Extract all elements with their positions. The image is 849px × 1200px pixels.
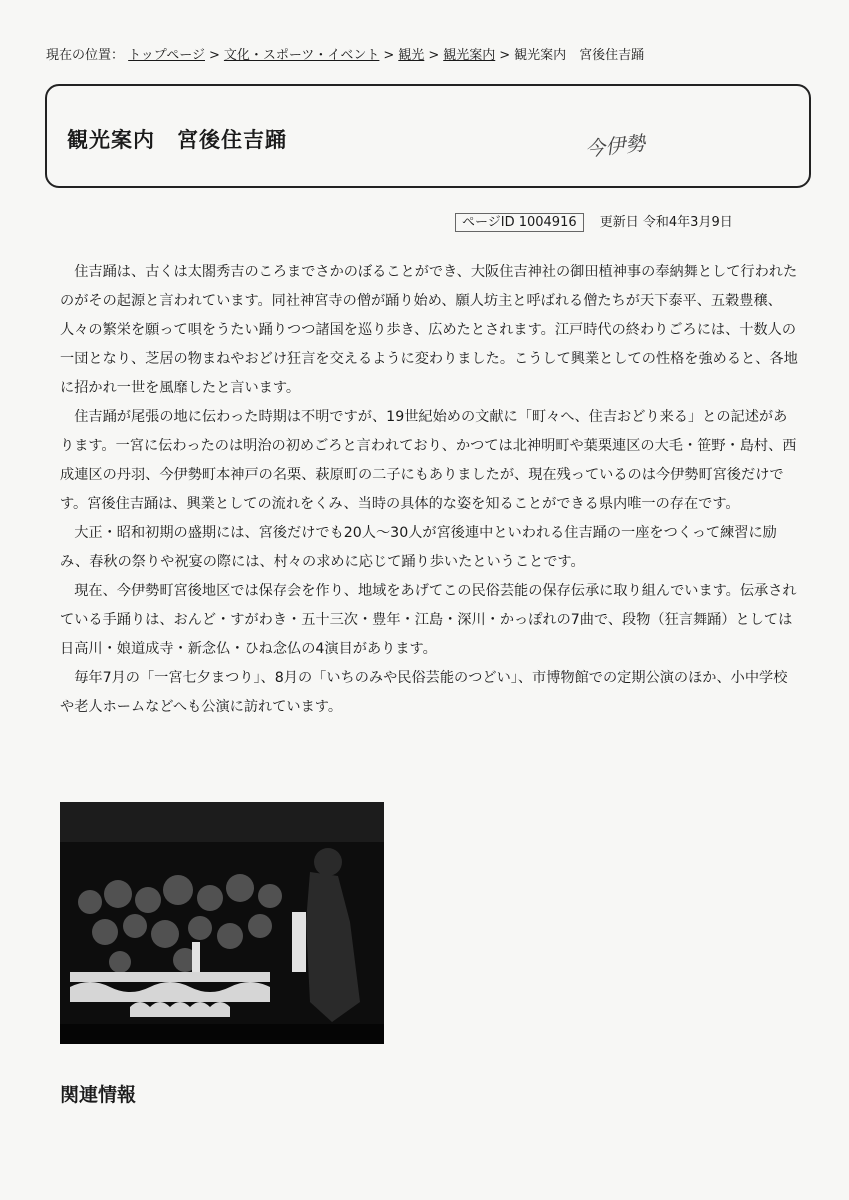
page-id: ページID 1004916 <box>455 213 584 232</box>
breadcrumb-link-culture[interactable]: 文化・スポーツ・イベント <box>223 48 380 63</box>
page-meta <box>455 211 733 230</box>
breadcrumb-link-tourism[interactable]: 観光 <box>398 48 425 63</box>
performance-photo <box>60 802 384 1044</box>
paragraph: 毎年7月の「一宮七夕まつり」、8月の「いちのみや民俗芸能のつどい」、市博物館での定期公演のほか、小中学校や老人ホームなどへも公演に訪れています。 <box>60 670 788 715</box>
paragraph: 住吉踊が尾張の地に伝わった時期は不明ですが、19世紀始めの文献に「町々へ、住吉おどり来る」との記述があります。一宮に伝わったのは明治の初めごろと言われており、かつては北神明町や葉栗連区の大毛・笹野・島村、西成連区の丹羽、今伊勢町本神戸の名栗、萩原町の二子にもありましたが、現在残っているのは今伊勢町宮後だけです。宮後住吉踊は、興業としての流れをくみ、当時の具体的な姿を知ることができる県内唯一の存在です。 <box>60 409 797 512</box>
page-title: 観光案内 宮後住吉踊 <box>67 128 287 152</box>
breadcrumb-link-guide[interactable]: 観光案内 <box>443 48 496 63</box>
breadcrumb-link-top[interactable]: トップページ <box>128 48 205 63</box>
title-box <box>45 84 811 188</box>
breadcrumb-prefix: 現在の位置： <box>46 48 125 63</box>
paragraph: 住吉踊は、古くは太閤秀吉のころまでさかのぼることができ、大阪住吉神社の御田植神事の奉納舞として行われたのがその起源と言われています。同社神宮寺の僧が踊り始め、願人坊主と呼ばれる僧たちが天下泰平、五穀豊穣、人々の繁栄を願って唄をうたい踊りつつ諸国を巡り歩き、広めたとされます。江戸時代の終わりごろには、十数人の一団となり、芝居の物まねやおどけ狂言を交えるように変わりました。こうして興業としての性格を強めると、各地に招かれ一世を風靡したと言います。 <box>60 264 798 396</box>
paragraph: 現在、今伊勢町宮後地区では保存会を作り、地域をあげてこの民俗芸能の保存伝承に取り組んでいます。伝承されている手踊りは、おんど・すがわき・五十三次・豊年・江島・深川・かっぽれの7曲で、段物（狂言舞踊）としては日高川・娘道成寺・新念仏・ひね念仏の4演目があります。 <box>60 583 797 657</box>
paragraph: 大正・昭和初期の盛期には、宮後だけでも20人～30人が宮後連中といわれる住吉踊の一座をつくって練習に励み、春秋の祭りや祝宴の際には、村々の求めに応じて踊り歩いたということです。 <box>60 525 777 570</box>
photo-image <box>60 802 384 1044</box>
updated-date: 更新日 令和4年3月9日 <box>599 215 733 230</box>
related-info-heading: 関連情報 <box>60 1084 137 1106</box>
breadcrumb: 現在の位置： トップページ > 文化・スポーツ・イベント > 観光 > 観光案内 > 観光案内 宮後住吉踊 <box>46 48 645 63</box>
breadcrumb-current: 観光案内 宮後住吉踊 <box>514 48 645 63</box>
article-body <box>60 258 800 722</box>
handwritten-note: 今伊勢 <box>584 130 647 162</box>
